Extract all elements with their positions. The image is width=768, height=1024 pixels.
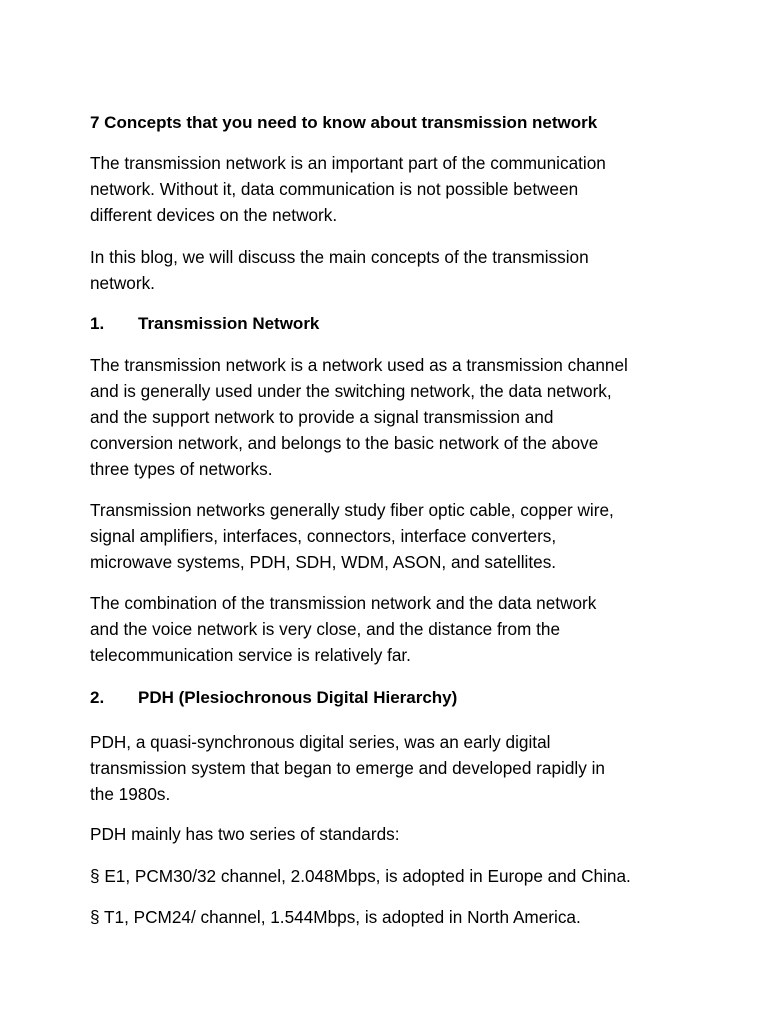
section-2-title: PDH (Plesiochronous Digital Hierarchy): [138, 688, 458, 707]
text-line: different devices on the network.: [90, 205, 338, 225]
text-line: In this blog, we will discuss the main concepts of the transmission: [90, 247, 589, 267]
text-line: and the voice network is very close, and the distance from the: [90, 619, 561, 639]
text-line: three types of networks.: [90, 459, 273, 479]
section-1-paragraph-1: [90, 352, 690, 482]
intro-paragraph: [90, 150, 690, 228]
blog-note-paragraph: [90, 244, 690, 296]
section-1-number: 1.: [90, 314, 105, 333]
section-2-paragraph-2: PDH mainly has two series of standards:: [90, 824, 400, 844]
text-line: network.: [90, 273, 155, 293]
section-1-heading: [90, 311, 690, 337]
text-line: The combination of the transmission network and the data network: [90, 593, 597, 613]
section-2-paragraph-1: [90, 729, 690, 807]
text-line: signal amplifiers, interfaces, connectors, interface converters,: [90, 526, 557, 546]
text-line: microwave systems, PDH, SDH, WDM, ASON, and satellites.: [90, 552, 557, 572]
text-line: conversion network, and belongs to the basic network of the above: [90, 433, 599, 453]
text-line: The transmission network is an important part of the communication: [90, 153, 606, 173]
section-1-title: Transmission Network: [138, 314, 320, 333]
text-line: and the support network to provide a signal transmission and: [90, 407, 554, 427]
text-line: network. Without it, data communication is not possible between: [90, 179, 579, 199]
bullet-t1: § T1, PCM24/ channel, 1.544Mbps, is adopted in North America.: [90, 907, 581, 927]
bullet-e1: § E1, PCM30/32 channel, 2.048Mbps, is adopted in Europe and China.: [90, 866, 631, 886]
text-line: The transmission network is a network used as a transmission channel: [90, 355, 628, 375]
text-line: transmission system that began to emerge and developed rapidly in: [90, 758, 605, 778]
text-line: the 1980s.: [90, 784, 171, 804]
section-2-number: 2.: [90, 688, 105, 707]
text-line: PDH, a quasi-synchronous digital series, was an early digital: [90, 732, 551, 752]
section-2-heading: [90, 685, 690, 711]
text-line: and is generally used under the switching network, the data network,: [90, 381, 612, 401]
section-1-paragraph-2: [90, 497, 690, 575]
text-line: Transmission networks generally study fiber optic cable, copper wire,: [90, 500, 614, 520]
document-title: 7 Concepts that you need to know about transmission network: [90, 113, 598, 132]
section-1-paragraph-3: [90, 590, 690, 668]
text-line: telecommunication service is relatively far.: [90, 645, 411, 665]
